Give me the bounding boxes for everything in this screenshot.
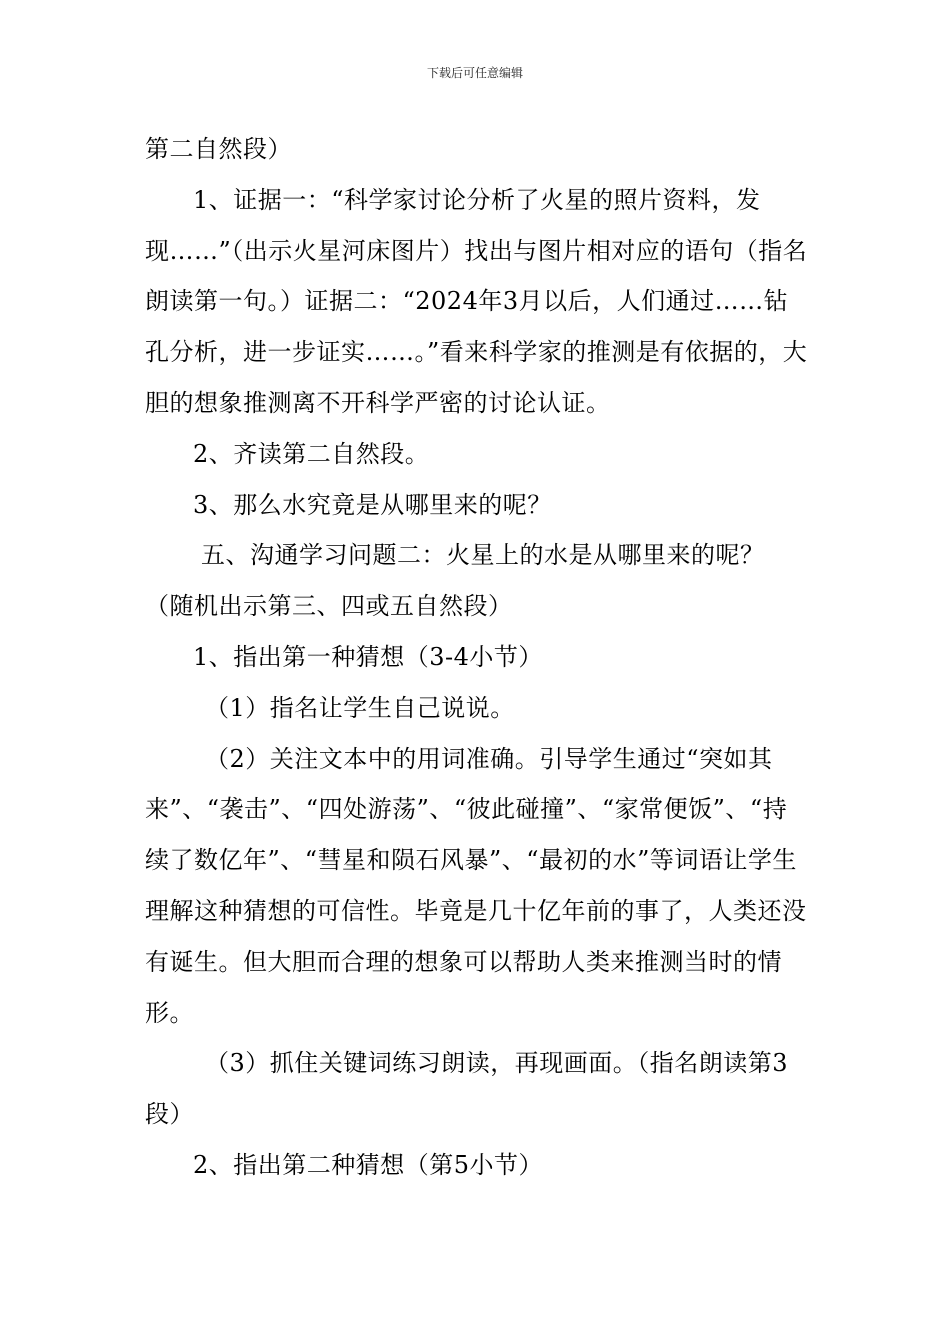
document-body (145, 124, 810, 1191)
page-header-note: 下载后可任意编辑 (426, 66, 523, 80)
paragraph-item-3: （3）抓住关键词练习朗读，再现画面。（指名朗读第3段） (145, 1049, 789, 1129)
paragraph-item-2: （2）关注文本中的用词准确。引导学生通过“突如其来”、“袭击”、“四处游荡”、“彼此碰撞”、“家常便饭”、“持续了数亿年”、“彗星和陨石风暴”、“最初的水”等词语让学生理解这种猜想的可信性。毕竟是几十亿年前的事了，人类还没有诞生。但大胆而合理的想象可以帮助人类来推测当时的情形。 (145, 744, 807, 1027)
paragraph-section-five: 五、沟通学习问题二：火星上的水是从哪里来的呢？（随机出示第三、四或五自然段） (145, 541, 765, 621)
paragraph-continuation: 第二自然段） (145, 135, 292, 163)
paragraph-question: 3、那么水究竟是从哪里来的呢？ (193, 490, 552, 519)
paragraph-item-1: （1）指名让学生自己说说。 (205, 693, 515, 722)
paragraph-first-guess: 1、指出第一种猜想（3-4小节） (193, 642, 543, 671)
paragraph-read-aloud: 2、齐读第二自然段。 (193, 439, 430, 468)
paragraph-second-guess: 2、指出第二种猜想（第5小节） (193, 1150, 544, 1179)
paragraph-evidence: 1、证据一：“科学家讨论分析了火星的照片资料，发现……”（出示火星河床图片）找出与图片相对应的语句（指名朗读第一句。）证据二：“2024年3月以后，人们通过……钻孔分析，进一步证实……。”看来科学家的推测是有依据的，大胆的想象推测离不开科学严密的讨论认证。 (145, 185, 808, 417)
